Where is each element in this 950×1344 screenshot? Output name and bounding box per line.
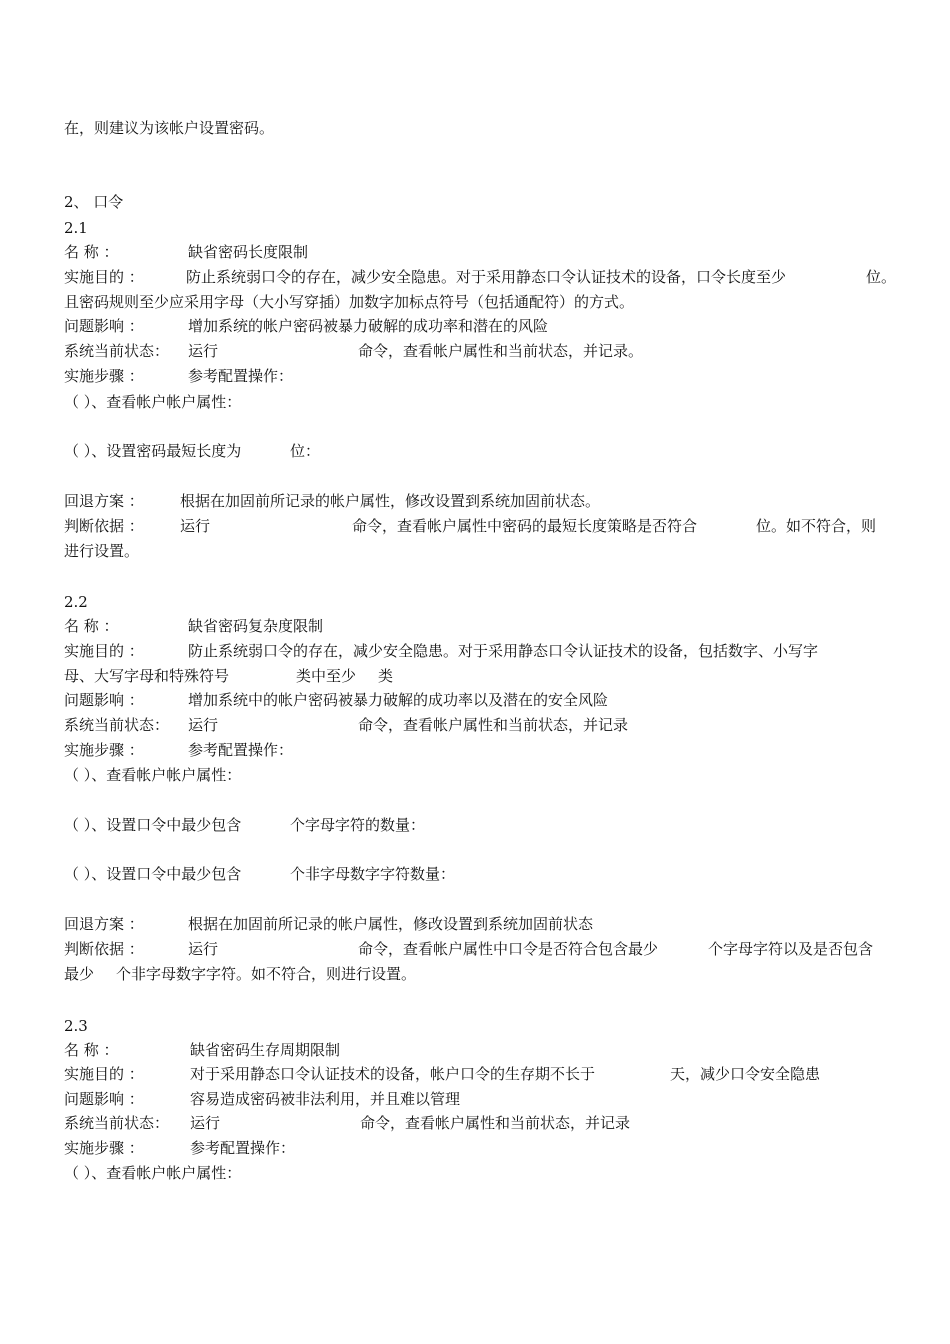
- judge-text-cont: 最少: [64, 965, 95, 983]
- judge-run: 运行: [180, 517, 211, 535]
- judge-command: 命令，查看帐户属性中密码的最短长度策略是否符合: [352, 517, 698, 535]
- section-number: 2.2: [64, 593, 88, 611]
- purpose-text: 防止系统弱口令的存在，减少安全隐患。对于采用静态口令认证技术的设备，口令长度至少: [186, 268, 787, 286]
- purpose-text: 天，减少口令安全隐患: [670, 1065, 821, 1083]
- judge-text-cont: 个非字母数字字符。如不符合，则进行设置。: [116, 965, 417, 983]
- status-label: 系统当前状态：: [64, 716, 170, 734]
- status-run: 运行: [190, 1114, 221, 1132]
- rollback-label: 回退方案 ：: [64, 915, 144, 933]
- step-text: （ ）、设置口令中最少包含: [64, 865, 242, 883]
- judge-command: 命令，查看帐户属性中口令是否符合包含最少: [358, 940, 659, 958]
- steps-text: 参考配置操作：: [190, 1139, 296, 1157]
- step-text: （ ）、设置密码最短长度为: [64, 442, 242, 460]
- steps-label: 实施步骤 ：: [64, 741, 144, 759]
- impact-label: 问题影响 ：: [64, 691, 144, 709]
- step-text: 个字母字符的数量：: [290, 816, 426, 834]
- rollback-label: 回退方案 ：: [64, 492, 144, 510]
- judge-label: 判断依据 ：: [64, 517, 144, 535]
- impact-text: 增加系统中的帐户密码被暴力破解的成功率以及潜在的安全风险: [188, 691, 609, 709]
- impact-text: 容易造成密码被非法利用，并且难以管理: [190, 1090, 461, 1108]
- step-text: （ ）、查看帐户帐户属性：: [64, 766, 242, 784]
- purpose-text: 对于采用静态口令认证技术的设备，帐户口令的生存期不长于: [190, 1065, 596, 1083]
- purpose-text-cont: 类中至少: [296, 667, 357, 685]
- judge-label: 判断依据 ：: [64, 940, 144, 958]
- status-label: 系统当前状态：: [64, 342, 170, 360]
- impact-text: 增加系统的帐户密码被暴力破解的成功率和潜在的风险: [188, 317, 549, 335]
- status-label: 系统当前状态：: [64, 1114, 170, 1132]
- purpose-text-cont: 母、大写字母和特殊符号: [64, 667, 230, 685]
- judge-text-cont: 进行设置。: [64, 542, 140, 560]
- name-label: 名 称 ：: [64, 617, 119, 635]
- steps-text: 参考配置操作：: [188, 367, 294, 385]
- status-command: 命令，查看帐户属性和当前状态，并记录: [358, 716, 629, 734]
- name-label: 名 称 ：: [64, 1041, 119, 1059]
- step-text: 个非字母数字字符数量：: [290, 865, 456, 883]
- step-text: （ ）、查看帐户帐户属性：: [64, 1164, 242, 1182]
- name-value: 缺省密码长度限制: [188, 243, 309, 261]
- name-value: 缺省密码生存周期限制: [190, 1041, 341, 1059]
- name-label: 名 称 ：: [64, 243, 119, 261]
- purpose-label: 实施目的 ：: [64, 642, 144, 660]
- status-command: 命令，查看帐户属性和当前状态，并记录。: [358, 342, 644, 360]
- step-unit: 位：: [290, 442, 321, 460]
- rollback-text: 根据在加固前所记录的帐户属性，修改设置到系统加固前状态。: [180, 492, 601, 510]
- step-text: （ ）、设置口令中最少包含: [64, 816, 242, 834]
- purpose-label: 实施目的 ：: [64, 268, 144, 286]
- section-title: 2、 口令: [64, 193, 124, 211]
- steps-label: 实施步骤 ：: [64, 367, 144, 385]
- status-command: 命令，查看帐户属性和当前状态，并记录: [360, 1114, 631, 1132]
- status-run: 运行: [188, 342, 219, 360]
- section-number: 2.1: [64, 219, 88, 237]
- impact-label: 问题影响 ：: [64, 317, 144, 335]
- steps-label: 实施步骤 ：: [64, 1139, 144, 1157]
- impact-label: 问题影响 ：: [64, 1090, 144, 1108]
- purpose-text-cont: 类: [378, 667, 394, 685]
- intro-text: 在，则建议为该帐户设置密码。: [64, 119, 275, 137]
- judge-end: 位。如不符合，则: [756, 517, 877, 535]
- status-run: 运行: [188, 716, 219, 734]
- step-text: （ ）、查看帐户帐户属性：: [64, 393, 242, 411]
- purpose-text-cont: 且密码规则至少应采用字母（大小写穿插）加数字加标点符号（包括通配符）的方式。: [64, 293, 635, 311]
- steps-text: 参考配置操作：: [188, 741, 294, 759]
- judge-run: 运行: [188, 940, 219, 958]
- purpose-label: 实施目的 ：: [64, 1065, 144, 1083]
- section-number: 2.3: [64, 1017, 88, 1035]
- name-value: 缺省密码复杂度限制: [188, 617, 324, 635]
- purpose-text: 防止系统弱口令的存在，减少安全隐患。对于采用静态口令认证技术的设备，包括数字、小写字: [188, 642, 819, 660]
- judge-end: 个字母字符以及是否包含: [708, 940, 874, 958]
- purpose-unit: 位。: [866, 268, 897, 286]
- rollback-text: 根据在加固前所记录的帐户属性，修改设置到系统加固前状态: [188, 915, 594, 933]
